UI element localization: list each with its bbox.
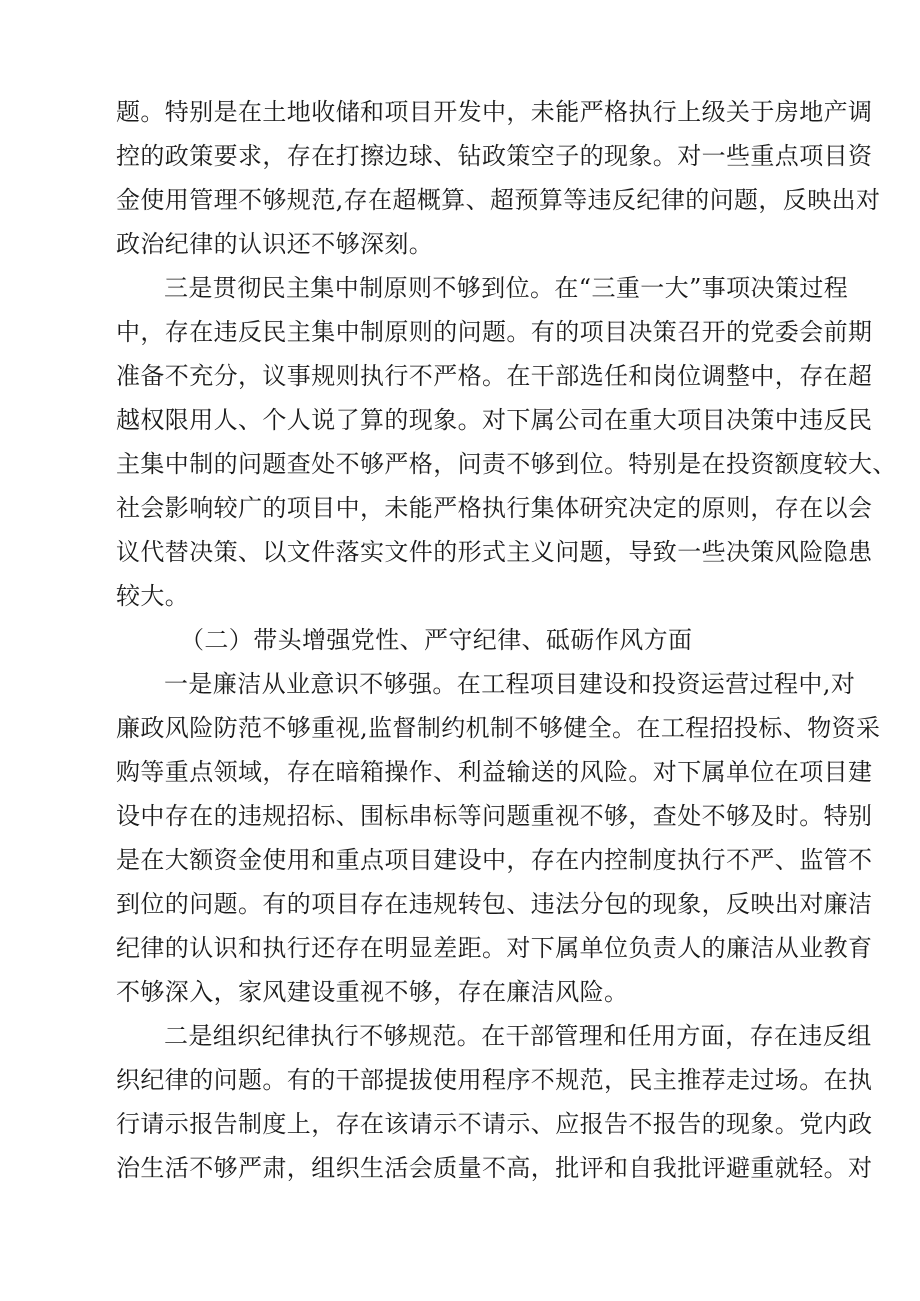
text-line: 行请示报告制度上，存在该请示不请示、应报告不报告的现象。党内政 bbox=[116, 1110, 873, 1138]
text-line: 不够深入，家风建设重视不够，存在廉洁风险。 bbox=[116, 978, 629, 1006]
text-line: 政治纪律的认识还不够深刻。 bbox=[116, 230, 434, 258]
text-line: 到位的问题。有的项目存在违规转包、违法分包的现象，反映出对廉洁 bbox=[116, 890, 873, 918]
text-line: 控的政策要求，存在打擦边球、钻政策空子的现象。对一些重点项目资 bbox=[116, 142, 873, 170]
text-line: 金使用管理不够规范,存在超概算、超预算等违反纪律的问题，反映出对 bbox=[116, 186, 881, 214]
text-line: 主集中制的问题查处不够严格，问责不够到位。特别是在投资额度较大、 bbox=[116, 450, 897, 478]
text-line: 较大。 bbox=[116, 582, 190, 610]
text-line: 三是贯彻民主集中制原则不够到位。在“三重一大”事项决策过程 bbox=[164, 274, 849, 302]
text-line: 二是组织纪律执行不够规范。在干部管理和任用方面，存在违反组 bbox=[164, 1022, 872, 1050]
text-line: 准备不充分，议事规则执行不严格。在干部选任和岗位调整中，存在超 bbox=[116, 362, 873, 390]
text-line: 是在大额资金使用和重点项目建设中，存在内控制度执行不严、监管不 bbox=[116, 846, 873, 874]
text-line: 越权限用人、个人说了算的现象。对下属公司在重大项目决策中违反民 bbox=[116, 406, 873, 434]
text-line: 治生活不够严肃，组织生活会质量不高，批评和自我批评避重就轻。对 bbox=[116, 1154, 873, 1182]
text-line: 一是廉洁从业意识不够强。在工程项目建设和投资运营过程中,对 bbox=[164, 670, 856, 698]
text-line: 中，存在违反民主集中制原则的问题。有的项目决策召开的党委会前期 bbox=[116, 318, 873, 346]
text-line: 题。特别是在土地收储和项目开发中，未能严格执行上级关于房地产调 bbox=[116, 98, 873, 126]
text-line: 织纪律的问题。有的干部提拔使用程序不规范，民主推荐走过场。在执 bbox=[116, 1066, 873, 1094]
text-line: 纪律的认识和执行还存在明显差距。对下属单位负责人的廉洁从业教育 bbox=[116, 934, 873, 962]
text-line: 购等重点领域，存在暗箱操作、利益输送的风险。对下属单位在项目建 bbox=[116, 758, 873, 786]
text-line: 议代替决策、以文件落实文件的形式主义问题，导致一些决策风险隐患 bbox=[116, 538, 873, 566]
text-line: 社会影响较广的项目中，未能严格执行集体研究决定的原则，存在以会 bbox=[116, 494, 873, 522]
text-line: 设中存在的违规招标、围标串标等问题重视不够，查处不够及时。特别 bbox=[116, 802, 873, 830]
section-heading: （二）带头增强党性、严守纪律、砥砺作风方面 bbox=[180, 626, 693, 654]
text-line: 廉政风险防范不够重视,监督制约机制不够健全。在工程招投标、物资采 bbox=[116, 714, 881, 742]
